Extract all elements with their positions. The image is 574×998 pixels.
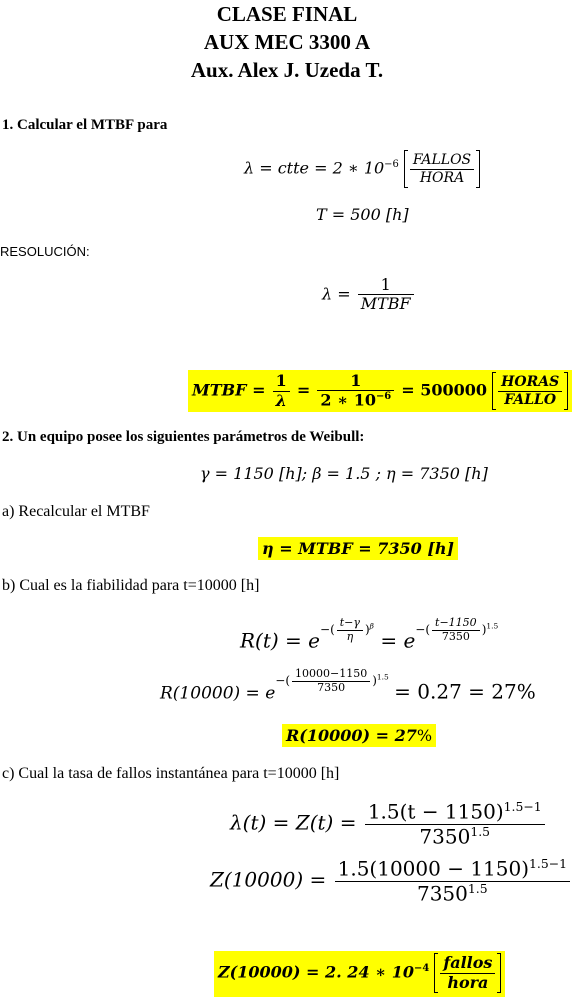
rt-lhs: R(t) = e — [240, 628, 321, 653]
zt-num-wrap — [365, 800, 545, 825]
part-b-result — [282, 724, 436, 747]
resolucion-label: RESOLUCIÓN: — [0, 244, 90, 259]
zt-lhs: λ(t) = Z(t) = — [230, 810, 357, 835]
rt-exp-num: t−γ — [337, 617, 363, 631]
problem-1-heading: 1. Calcular el MTBF para — [2, 117, 168, 133]
lambda-lhs: λ = ctte = 2 ∗ 10 — [244, 158, 385, 178]
result-f2-den-exp: −6 — [375, 391, 392, 403]
bracket-right — [476, 150, 480, 188]
zt-num-exp: 1.5−1 — [503, 799, 542, 814]
z10k-den-wrap — [335, 882, 570, 906]
lambda-equation — [244, 150, 480, 188]
lambda-unit-fraction — [410, 152, 474, 185]
t-equation: T = 500 [h] — [316, 205, 409, 224]
part-c-unit-den: hora — [447, 972, 489, 992]
part-a-result: η = MTBF = 7350 [h] — [258, 537, 458, 560]
z10k-num: 1.5(10000 − 1150) — [337, 856, 530, 881]
part-b-result-pct: % — [416, 726, 433, 745]
bracket-left — [404, 150, 408, 188]
result-value: = 500000 — [401, 380, 488, 400]
part-c-result-exp: −4 — [414, 963, 430, 975]
lambda-exp: −6 — [384, 159, 399, 171]
formula-num: 1 — [358, 276, 414, 295]
rt-eq2: = e — [380, 628, 416, 653]
zt-den-exp: 1.5 — [470, 823, 491, 839]
r10k-exp-den: 7350 — [317, 680, 346, 694]
result-fraction-2 — [317, 372, 394, 410]
z10k-den-exp: 1.5 — [467, 880, 488, 896]
part-b-result-lhs: R(10000) = 27 — [286, 726, 417, 745]
r10k-exp-num: 10000−1150 — [292, 668, 370, 682]
mtbf-result — [188, 370, 572, 412]
r10k-exp-pow: 1.5 — [376, 672, 389, 682]
result-lhs: MTBF = — [192, 380, 266, 400]
rt-exp2-num: t−1150 — [432, 617, 480, 631]
formula-lhs: λ = — [322, 284, 351, 304]
r10k-result: = 0.27 = 27% — [394, 679, 536, 704]
title-line-2: AUX MEC 3300 A — [203, 30, 371, 54]
z10k-equation — [210, 857, 572, 905]
title-line-1: CLASE FINAL — [216, 2, 358, 26]
result-f2-num: 1 — [317, 372, 394, 391]
result-bracket-right — [564, 372, 568, 410]
part-c-unit-num: fallos — [440, 954, 495, 973]
result-fraction-1 — [273, 372, 290, 410]
problem-2-heading: 2. Un equipo posee los siguientes parámetros de Weibull: — [2, 429, 365, 445]
part-b-label: b) Cual es la fiabilidad para t=10000 [h] — [2, 577, 260, 594]
rt-equation — [240, 617, 498, 653]
z10k-num-wrap — [335, 857, 570, 882]
result-unit-den: FALLO — [504, 391, 557, 408]
result-unit-fraction — [498, 374, 562, 407]
result-f1-den: λ — [275, 390, 287, 410]
zt-den-wrap — [365, 825, 545, 849]
formula-den: MTBF — [360, 294, 411, 314]
result-f2-den-wrap — [317, 391, 394, 410]
z10k-den: 7350 — [416, 881, 468, 906]
result-bracket-left — [492, 372, 496, 410]
zt-fraction — [365, 800, 545, 848]
result-f1-num: 1 — [273, 372, 290, 391]
part-c-result — [214, 951, 505, 997]
part-a-label: a) Recalcular el MTBF — [2, 503, 150, 520]
formula-fraction — [358, 276, 414, 314]
r10k-exponent: −( $\frac{10000-1150}{7350}$ )$^{1.5}$ — [275, 667, 389, 694]
result-unit-num: HORAS — [498, 374, 562, 391]
lambda-unit-num: FALLOS — [410, 152, 474, 169]
r10k-lhs: R(10000) = e — [160, 683, 276, 704]
title-line-3: Aux. Alex J. Uzeda T. — [190, 58, 384, 82]
rt-exp2-den: 7350 — [441, 629, 470, 643]
rt-exp2-fraction — [432, 617, 480, 643]
part-c-bracket-right — [497, 953, 501, 993]
r10k-exp-fraction — [292, 668, 370, 694]
rt-exponent: −( $\frac{t-\gamma}{\eta}$ )$^\beta$ — [320, 616, 374, 643]
r10k-equation — [160, 668, 536, 704]
rt-exp-den: η — [346, 629, 354, 643]
zt-num: 1.5(t − 1150) — [367, 799, 504, 824]
rt-exp-pow: β — [369, 621, 374, 631]
rt-exponent-2: −( $\frac{t-1150}{7350}$ )$^{1.5}$ — [415, 616, 499, 643]
z10k-num-exp: 1.5−1 — [529, 856, 567, 871]
rt-exp2-pow: 1.5 — [486, 621, 499, 631]
part-c-bracket-left — [434, 953, 438, 993]
lambda-unit-den: HORA — [419, 169, 465, 186]
result-eq2: = — [296, 380, 311, 400]
zt-equation — [230, 800, 547, 848]
part-c-unit-fraction — [440, 954, 495, 992]
result-f2-den: 2 ∗ 10 — [320, 390, 376, 410]
weibull-params: γ = 1150 [h]; β = 1.5 ; η = 7350 [h] — [200, 464, 488, 483]
part-c-result-lhs: Z(10000) = 2. 24 ∗ 10 — [218, 962, 415, 982]
zt-den: 7350 — [419, 824, 471, 849]
part-c-label: c) Cual la tasa de fallos instantánea para t=10000 [h] — [2, 765, 340, 782]
z10k-lhs: Z(10000) = — [210, 867, 327, 892]
lambda-mtbf-formula — [322, 276, 416, 314]
rt-exp-fraction — [337, 617, 363, 643]
z10k-fraction — [335, 857, 570, 905]
